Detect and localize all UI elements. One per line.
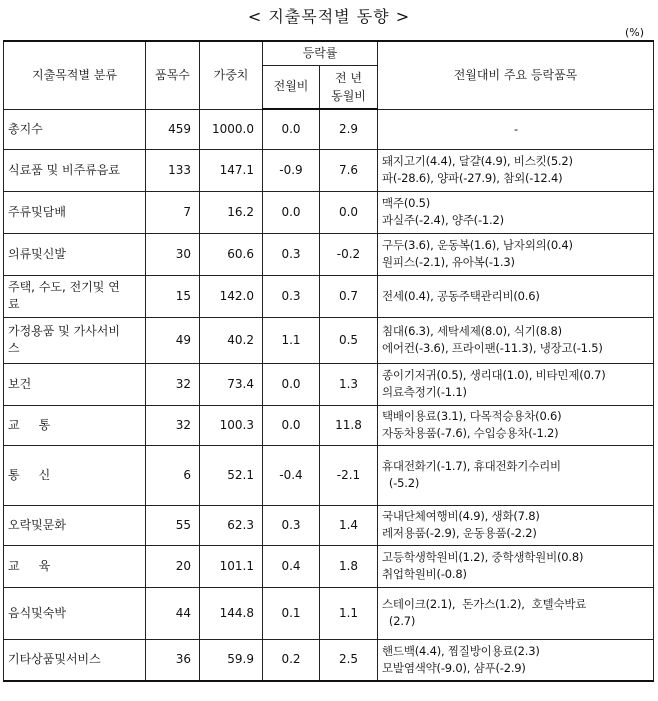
weight-cell: 1000.0 <box>200 109 263 149</box>
table-row <box>4 149 654 191</box>
item-line: 모발염색약(-9.0), 샴푸(-2.9) <box>382 660 526 675</box>
table-row <box>4 639 654 681</box>
weight-cell: 52.1 <box>200 445 263 505</box>
table-row <box>4 275 654 317</box>
items-cell <box>378 109 654 149</box>
mom-cell: 0.1 <box>263 587 320 639</box>
mom-cell: 0.4 <box>263 545 320 587</box>
item-line: (-5.2) <box>382 476 420 490</box>
item-count-cell: 55 <box>146 505 200 545</box>
yoy-cell: 2.9 <box>320 109 378 149</box>
item-line: - <box>514 121 518 136</box>
item-line: 종이기저귀(0.5), 생리대(1.0), 비타민제(0.7) <box>382 368 606 382</box>
yoy-cell: -0.2 <box>320 233 378 275</box>
mom-cell: 0.0 <box>263 191 320 233</box>
weight-cell: 73.4 <box>200 363 263 405</box>
yoy-cell: 1.4 <box>320 505 378 545</box>
item-count-cell: 32 <box>146 363 200 405</box>
weight-cell: 101.1 <box>200 545 263 587</box>
weight-cell: 62.3 <box>200 505 263 545</box>
yoy-cell: 7.6 <box>320 149 378 191</box>
item-line: 파(-28.6), 양파(-27.9), 참외(-12.4) <box>382 171 563 185</box>
category-cell: 오락및문화 <box>4 505 146 545</box>
item-line: 스테이크(2.1), 돈가스(1.2), 호텔숙박료 <box>382 597 587 611</box>
expenditure-table <box>3 40 654 682</box>
mom-cell: -0.4 <box>263 445 320 505</box>
item-count-cell: 20 <box>146 545 200 587</box>
category-cell: 기타상품및서비스 <box>4 639 146 681</box>
item-count-cell: 32 <box>146 405 200 445</box>
items-cell <box>378 317 654 363</box>
items-cell <box>378 587 654 639</box>
item-count-cell: 133 <box>146 149 200 191</box>
item-line: (2.7) <box>382 614 416 628</box>
item-line: 핸드백(4.4), 찜질방이용료(2.3) <box>382 643 540 658</box>
item-count-cell: 15 <box>146 275 200 317</box>
yoy-cell: 11.8 <box>320 405 378 445</box>
table-row <box>4 587 654 639</box>
items-cell <box>378 363 654 405</box>
mom-cell: -0.9 <box>263 149 320 191</box>
header-change-group: 등락률 <box>263 41 378 65</box>
mom-cell: 0.0 <box>263 109 320 149</box>
items-cell <box>378 191 654 233</box>
item-count-cell: 459 <box>146 109 200 149</box>
item-line: 맥주(0.5) <box>382 196 431 210</box>
item-line: 택배이용료(3.1), 다목적승용차(0.6) <box>382 409 562 423</box>
mom-cell: 0.0 <box>263 405 320 445</box>
mom-cell: 0.3 <box>263 505 320 545</box>
category-cell: 보건 <box>4 363 146 405</box>
table-row <box>4 445 654 505</box>
table-row <box>4 233 654 275</box>
item-line: 휴대전화기(-1.7), 휴대전화기수리비 <box>382 459 561 473</box>
item-line: 국내단체여행비(4.9), 생화(7.8) <box>382 509 540 523</box>
table-row <box>4 317 654 363</box>
mom-cell: 0.2 <box>263 639 320 681</box>
category-cell: 식료품 및 비주류음료 <box>4 149 146 191</box>
header-mom: 전월비 <box>263 65 320 109</box>
item-line: 원피스(-2.1), 유아복(-1.3) <box>382 255 515 269</box>
header-yoy: 전 년 동월비 <box>320 65 378 109</box>
weight-cell: 16.2 <box>200 191 263 233</box>
weight-cell: 60.6 <box>200 233 263 275</box>
mom-cell: 0.3 <box>263 233 320 275</box>
mom-cell: 1.1 <box>263 317 320 363</box>
yoy-cell: 2.5 <box>320 639 378 681</box>
yoy-cell: 0.7 <box>320 275 378 317</box>
category-cell: 교 통 <box>4 405 146 445</box>
header-category: 지출목적별 분류 <box>4 41 146 109</box>
category-cell: 주류및담배 <box>4 191 146 233</box>
item-line: 에어컨(-3.6), 프라이팬(-11.3), 냉장고(-1.5) <box>382 341 603 355</box>
weight-cell: 59.9 <box>200 639 263 681</box>
item-line: 고등학생학원비(1.2), 중학생학원비(0.8) <box>382 550 584 564</box>
items-cell <box>378 149 654 191</box>
yoy-cell: 1.1 <box>320 587 378 639</box>
item-count-cell: 44 <box>146 587 200 639</box>
yoy-cell: 0.0 <box>320 191 378 233</box>
weight-cell: 142.0 <box>200 275 263 317</box>
items-cell <box>378 545 654 587</box>
yoy-cell: 1.8 <box>320 545 378 587</box>
items-cell <box>378 445 654 505</box>
item-count-cell: 30 <box>146 233 200 275</box>
item-line: 과실주(-2.4), 양주(-1.2) <box>382 213 504 227</box>
item-line: 구두(3.6), 운동복(1.6), 남자외의(0.4) <box>382 238 573 252</box>
category-cell: 주택, 수도, 전기및 연 료 <box>4 275 146 317</box>
item-count-cell: 36 <box>146 639 200 681</box>
category-cell: 음식및숙박 <box>4 587 146 639</box>
item-count-cell: 6 <box>146 445 200 505</box>
table-row <box>4 191 654 233</box>
item-line: 돼지고기(4.4), 달걀(4.9), 비스킷(5.2) <box>382 154 573 168</box>
category-cell: 통 신 <box>4 445 146 505</box>
weight-cell: 144.8 <box>200 587 263 639</box>
item-line: 침대(6.3), 세탁세제(8.0), 식기(8.8) <box>382 324 562 338</box>
item-line: 자동차용품(-7.6), 수입승용차(-1.2) <box>382 426 559 440</box>
yoy-cell: 0.5 <box>320 317 378 363</box>
table-row <box>4 405 654 445</box>
table-row <box>4 363 654 405</box>
mom-cell: 0.3 <box>263 275 320 317</box>
category-cell: 가정용품 및 가사서비 스 <box>4 317 146 363</box>
item-count-cell: 49 <box>146 317 200 363</box>
items-cell <box>378 505 654 545</box>
table-row <box>4 505 654 545</box>
items-cell <box>378 275 654 317</box>
unit-label: (%) <box>624 26 644 39</box>
table-row <box>4 109 654 149</box>
yoy-cell: 1.3 <box>320 363 378 405</box>
items-cell <box>378 639 654 681</box>
weight-cell: 147.1 <box>200 149 263 191</box>
yoy-cell: -2.1 <box>320 445 378 505</box>
item-line: 취업학원비(-0.8) <box>382 567 467 581</box>
item-line: 레저용품(-2.9), 운동용품(-2.2) <box>382 526 537 540</box>
items-cell <box>378 233 654 275</box>
category-cell: 교 육 <box>4 545 146 587</box>
weight-cell: 100.3 <box>200 405 263 445</box>
item-line: 전세(0.4), 공동주택관리비(0.6) <box>382 288 540 303</box>
category-cell: 총지수 <box>4 109 146 149</box>
table-row <box>4 545 654 587</box>
header-item-count: 품목수 <box>146 41 200 109</box>
weight-cell: 40.2 <box>200 317 263 363</box>
item-line: 의료측정기(-1.1) <box>382 385 467 399</box>
category-cell: 의류및신발 <box>4 233 146 275</box>
page-title: < 지출목적별 동향 > <box>247 7 411 26</box>
item-count-cell: 7 <box>146 191 200 233</box>
mom-cell: 0.0 <box>263 363 320 405</box>
header-weight: 가중치 <box>200 41 263 109</box>
items-cell <box>378 405 654 445</box>
header-items: 전월대비 주요 등락품목 <box>378 41 654 109</box>
